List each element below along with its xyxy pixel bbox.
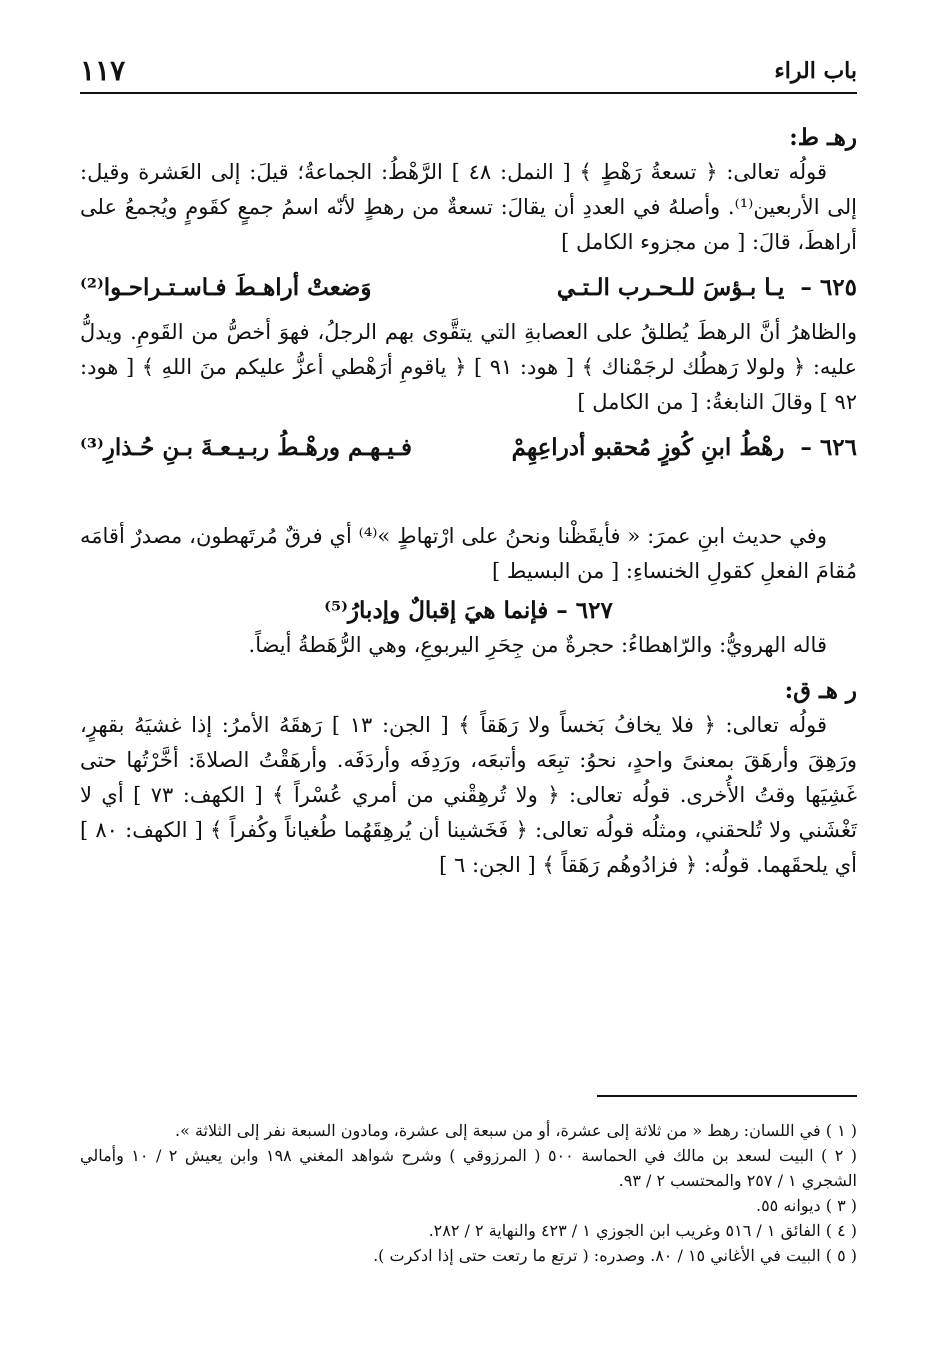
verse-number: ٦٢٦ – (800, 434, 857, 461)
paragraph: قولُه تعالى: ﴿ فلا يخافُ بَخساً ولا رَهَقاً ﴾ [ الجن: ١٣ ] رَهقَهُ الأمرُ: إذا غشيَهُ بقهرٍ، ورَهِقَ وأرهَقَ بمعنىً واحدٍ، نحوُ: تبِعَه وأتبعَه، ورَدِفَه وأردَفَه. وأرهَقْتُ الصلاةَ: أخَّرْتُها حتى غَشِيَها وقتُ الأُخرى. قولُه تعالى: ﴿ ولا تُرهِقْني من أمري عُسْراً ﴾ [ الكهف: ٧٣ ] أي لا تَغْشَني ولا تُلحقني، ومثلُه قولُه تعالى: ﴿ فَخَشينا أن يُرهِقَهُما طُغياناً وكُفراً ﴾ [ الكهف: ٨٠ ] أي يلحقَهما. قولُه: ﴿ فزادُوهُم رَهَقاً ﴾ [ الجن: ٦ ] (80, 713, 858, 877)
verse-626 (80, 430, 857, 465)
main-text (80, 120, 857, 887)
footnote-divider (597, 1095, 857, 1097)
paragraph: والظاهرُ أنَّ الرهطَ يُطلقُ على العصابةِ التي يتقَّوى بهم الرجلُ، فهوَ أخصُّ من القَومِ. ويدلُّ عليه: ﴿ ولولا رَهطُك لرجَمْناك ﴾ [ هود: ٩١ ] ﴿ ياقومِ أرَهْطي أعزُّ عليكم منَ اللهِ ﴾ [ هود: ٩٢ ] وقالَ النابغةُ: [ من الكامل ] (80, 320, 857, 414)
verse-first-hemistich: ٦٢٦ – رهْطُ ابنِ كُوزٍ مُحقبو أدراعِهِمْ (511, 434, 857, 461)
root-heading-rhq: ر هـ ق: (784, 677, 857, 704)
verse-second-hemistich: وَضعتْ أراهـطَ فـاسـتـراحـوا⁽²⁾ (80, 274, 372, 301)
paragraph: قولُه تعالى: ﴿ تسعةُ رَهْطٍ ﴾ [ النمل: ٤٨ ] الرَّهْطُ: الجماعةُ؛ قيلَ: إلى العَشرة وقيل: إلى الأربعين⁽¹⁾. وأصلهُ في العددِ أن يقالَ: تسعةٌ من رهطٍ لأنّه اسمُ جمعٍ كقَومٍ ويُجمعُ على أراهطَ، قالَ: [ من مجزوء الكامل ] (80, 160, 857, 254)
paragraph: وفي حديث ابنِ عمرَ: « فأيقَظْنا ونحنُ على ارْتهاطٍ »⁽⁴⁾ أي فرقٌ مُرتَهطون، مصدرٌ أقامَه مُقامَ الفعلِ كقولِ الخنساءِ: [ من البسيط ] (80, 524, 857, 583)
chapter-title: باب الراء (774, 58, 857, 84)
verse-second-hemistich: فـيـهـم ورهْـطُ ربـيـعـةَ بـنِ حُـذارِ⁽³⁾ (80, 434, 413, 461)
spacer (80, 475, 857, 519)
footnote-1: ( ١ ) في اللسان: رهط « من ثلاثة إلى عشرة، أو من سبعة إلى عشرة، ومادون السبعة نفر إلى الثلاثة ». (175, 1121, 857, 1140)
root-heading-rht: رهـ ط: (789, 124, 857, 151)
footnote-3: ( ٣ ) ديوانه ٥٥. (755, 1196, 857, 1215)
verse-number: ٦٢٥ – (800, 274, 857, 301)
paragraph: قاله الهرويُّ: والرّاهطاءُ: حجرةٌ من جِحَرِ اليربوعِ، وهي الرُّهَطةُ أيضاً. (248, 633, 827, 657)
footnote-2: ( ٢ ) البيت لسعد بن مالك في الحماسة ٥٠٠ ( المرزوقي ) وشرح شواهد المغني ١٩٨ وابن يعيش ٢ / ١٠ وأمالي الشجري ١ / ٢٥٧ والمحتسب ٢ / ٩٣. (80, 1146, 858, 1190)
page-header (80, 52, 857, 94)
verse-first-hemistich: ٦٢٥ – يـا بـؤسَ للـحـرب الـتـي (556, 274, 857, 301)
verse-625 (80, 270, 857, 305)
verse-627: ٦٢٧ – فإنما هيَ إقبالٌ وإدبارُ⁽⁵⁾ (324, 597, 613, 624)
footnotes (80, 1118, 857, 1268)
footnote-5: ( ٥ ) البيت في الأغاني ١٥ / ٨٠. وصدره: ( ترتع ما رتعت حتى إذا ادكرت ). (373, 1246, 857, 1265)
footnote-4: ( ٤ ) الفائق ١ / ٥١٦ وغريب ابن الجوزي ١ / ٤٢٣ والنهاية ٢ / ٢٨٢. (428, 1221, 857, 1240)
page-number: ١١٧ (80, 54, 126, 87)
